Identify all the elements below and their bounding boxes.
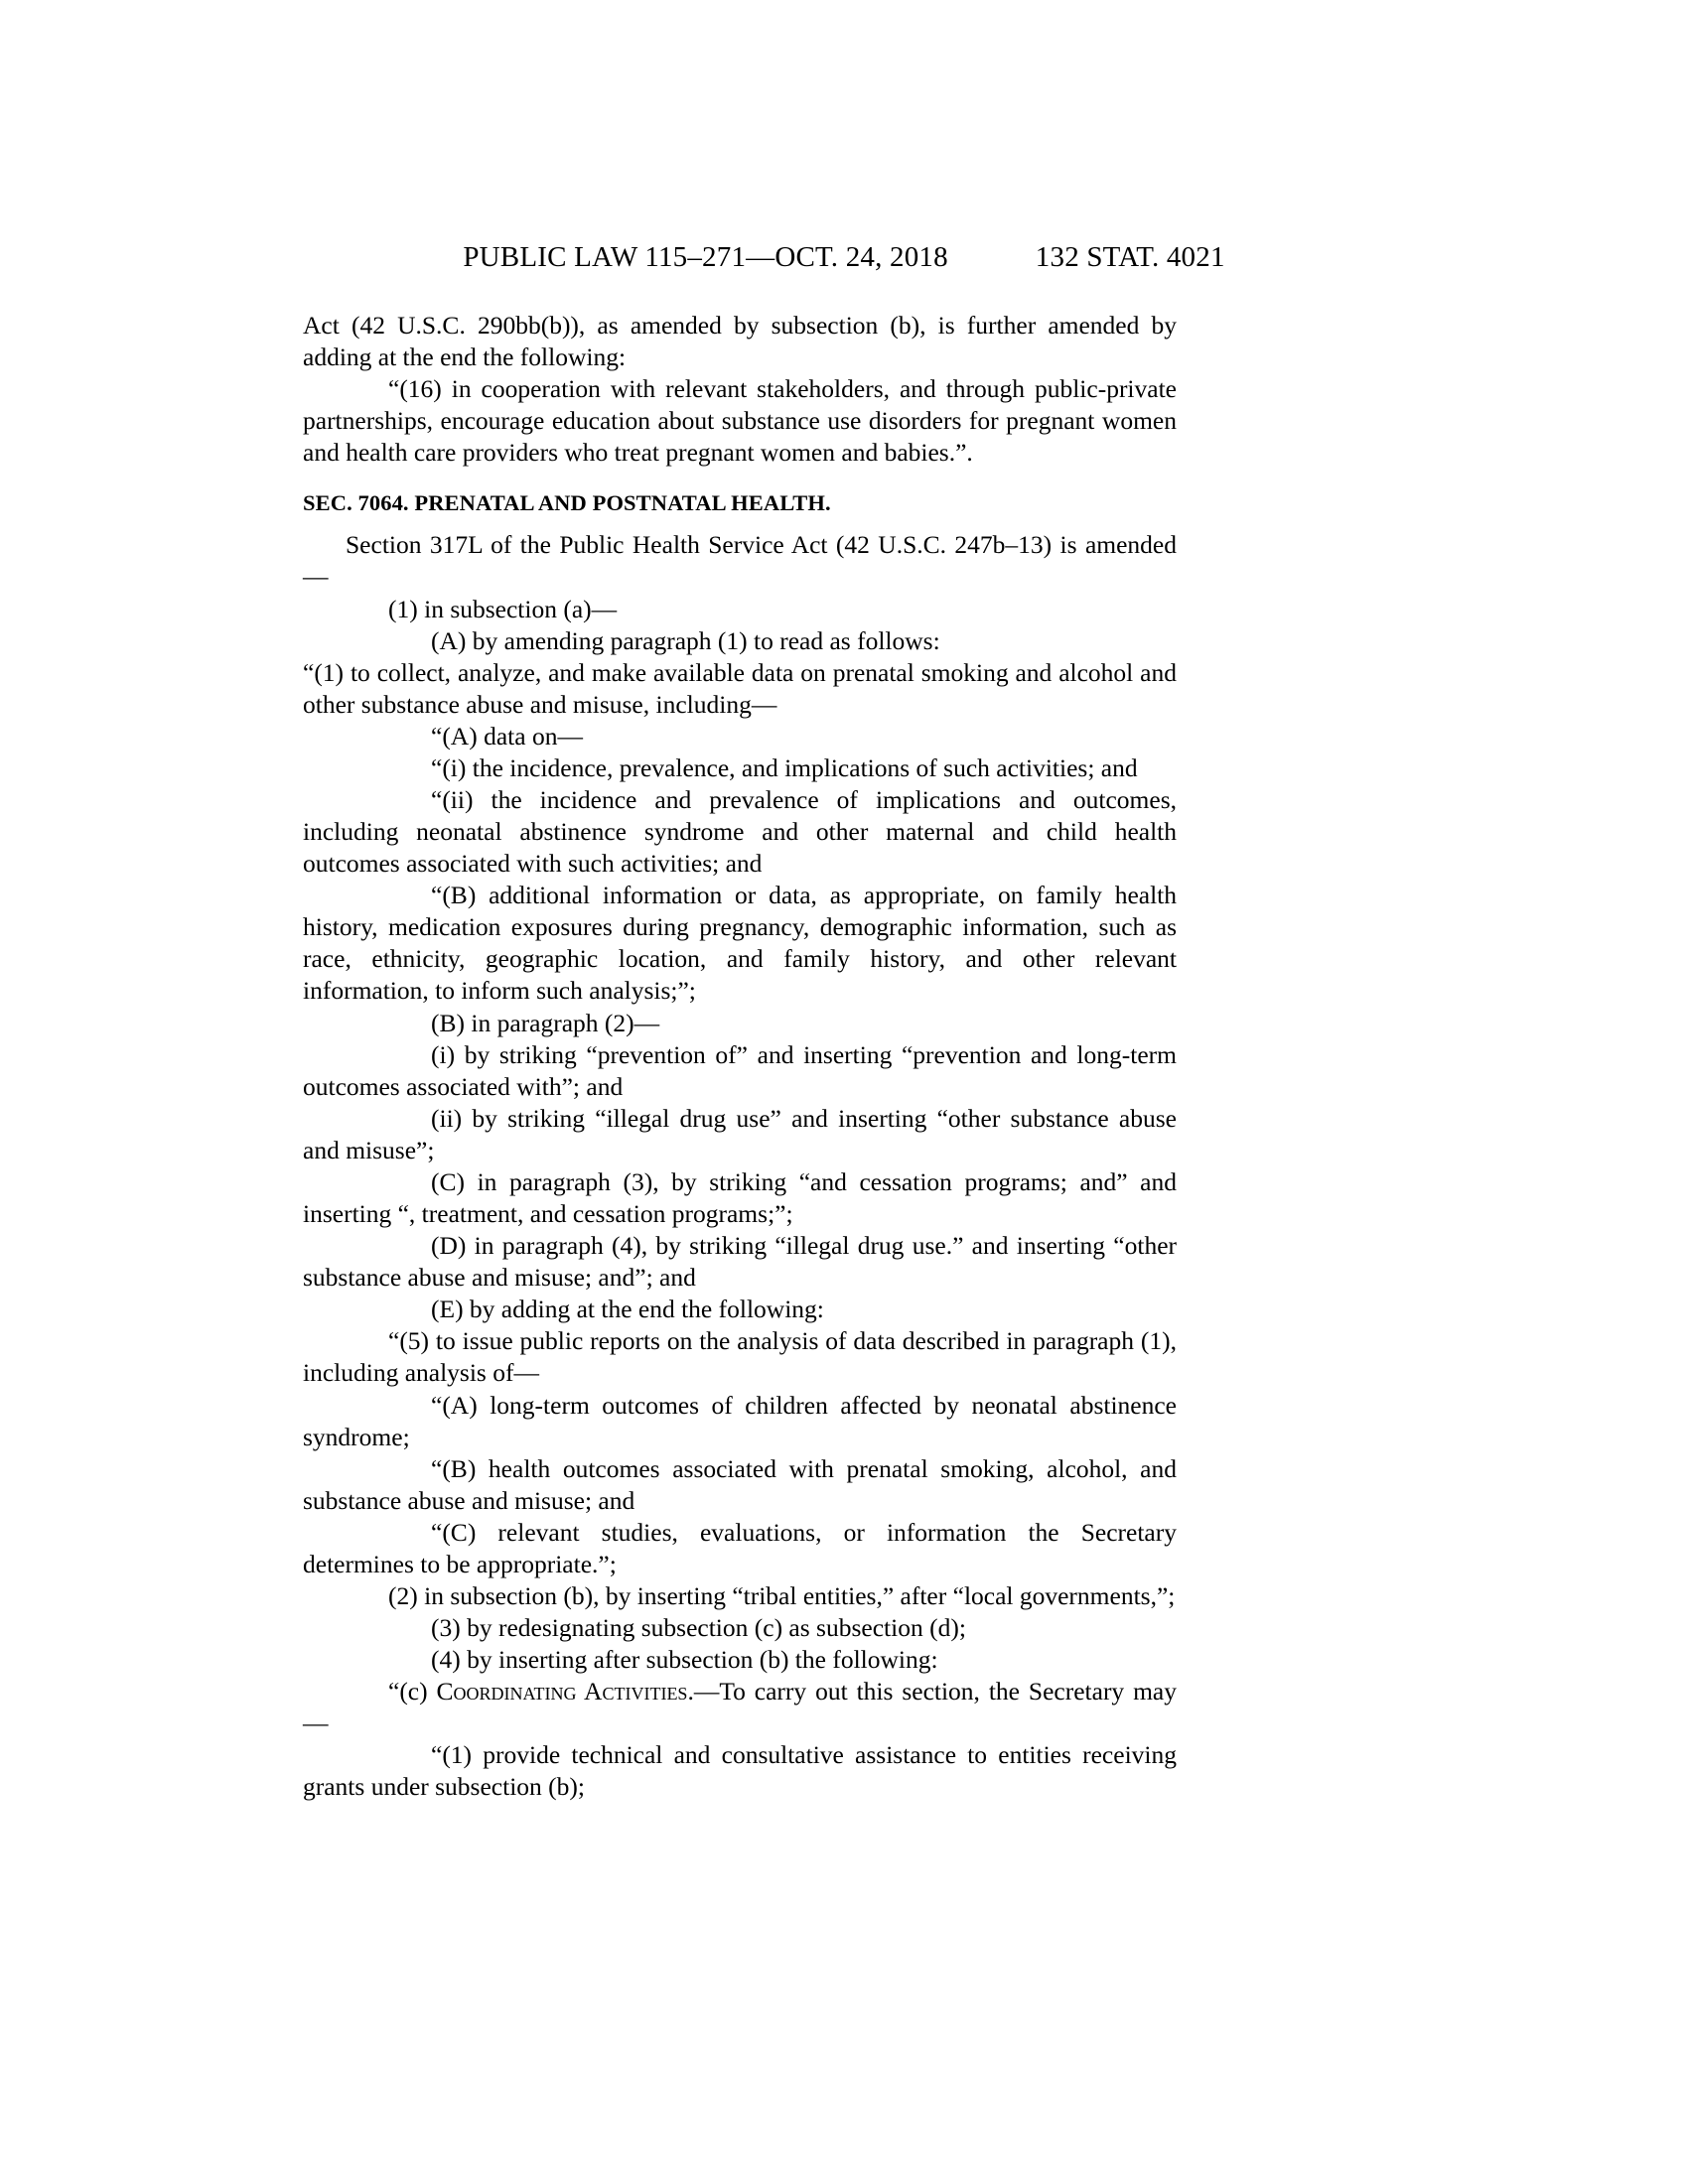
- page-header: [0, 241, 1688, 274]
- paragraph-quote-a-ii: “(ii) the incidence and prevalence of implications and outcomes, including neonatal abstinence syndrome and other maternal and child health outcomes associated with such activities; and: [303, 785, 1177, 879]
- paragraph-item-1: (1) in subsection (a)—: [388, 594, 618, 623]
- paragraph-quote-16: “(16) in cooperation with relevant stakeholders, and through public-private partnerships, encourage education about substance use disorders for pregnant women and health care providers who treat pregnant women and babies.”.: [303, 374, 1177, 468]
- subsection-c-prefix: “(c): [388, 1677, 437, 1706]
- paragraph-item-1e: (E) by adding at the end the following:: [431, 1295, 824, 1324]
- paragraph-quote-c-1: “(1) provide technical and consultative assistance to entities receiving grants under subsection (b);: [303, 1740, 1177, 1802]
- paragraph-quote-5c: “(C) relevant studies, evaluations, or information the Secretary determines to be appropriate.”;: [303, 1517, 1177, 1578]
- header-law-citation: PUBLIC LAW 115–271—OCT. 24, 2018: [463, 241, 948, 273]
- body-column: [303, 310, 1177, 1804]
- paragraph-subsection-c: [303, 1676, 1177, 1739]
- paragraph-item-4: (4) by inserting after subsection (b) the following:: [431, 1645, 938, 1675]
- paragraph-quote-b: “(B) additional information or data, as appropriate, on family health history, medication exposures during pregnancy, demographic information, such as race, ethnicity, geographic location, and family history, and other relevant information, to inform such analysis;”;: [303, 881, 1177, 1006]
- paragraph-quote-a-i: “(i) the incidence, prevalence, and implications of such activities; and: [431, 752, 1138, 782]
- paragraph-section-317l: Section 317L of the Public Health Service Act (42 U.S.C. 247b–13) is amended—: [303, 530, 1177, 592]
- subsection-c-title: Coordinating Activities: [436, 1677, 688, 1706]
- paragraph-item-1a: (A) by amending paragraph (1) to read as follows:: [431, 625, 940, 655]
- paragraph-item-1b: (B) in paragraph (2)—: [431, 1008, 660, 1037]
- paragraph-item-1b-ii: (ii) by striking “illegal drug use” and inserting “other substance abuse and misuse”;: [303, 1103, 1177, 1164]
- paragraph-intro: Act (42 U.S.C. 290bb(b)), as amended by subsection (b), is further amended by adding at the end the following:: [303, 311, 1177, 372]
- paragraph-quote-5a: “(A) long-term outcomes of children affected by neonatal abstinence syndrome;: [303, 1390, 1177, 1451]
- paragraph-quote-a: “(A) data on—: [431, 721, 583, 751]
- paragraph-item-3: (3) by redesignating subsection (c) as subsection (d);: [431, 1613, 966, 1643]
- section-heading-7064: SEC. 7064. PRENATAL AND POSTNATAL HEALTH.: [303, 490, 831, 516]
- subsection-c-rest: .—To carry out this section, the Secretary may—: [303, 1677, 1177, 1738]
- paragraph-quote-5b: “(B) health outcomes associated with prenatal smoking, alcohol, and substance abuse and misuse; and: [303, 1453, 1177, 1515]
- paragraph-item-1b-i: (i) by striking “prevention of” and inserting “prevention and long-term outcomes associated with”; and: [303, 1039, 1177, 1101]
- paragraph-item-1c: (C) in paragraph (3), by striking “and cessation programs; and” and inserting “, treatment, and cessation programs;”;: [303, 1166, 1177, 1229]
- paragraph-quote-5: “(5) to issue public reports on the analysis of data described in paragraph (1), including analysis of—: [303, 1326, 1177, 1388]
- paragraph-quote-1: “(1) to collect, analyze, and make available data on prenatal smoking and alcohol and other substance abuse and misuse, including—: [303, 657, 1177, 719]
- paragraph-item-2: (2) in subsection (b), by inserting “tribal entities,” after “local governments,”;: [388, 1580, 1176, 1610]
- paragraph-item-1d: (D) in paragraph (4), by striking “illegal drug use.” and inserting “other substance abuse and misuse; and”; and: [303, 1231, 1177, 1293]
- header-stat-citation: 132 STAT. 4021: [1035, 241, 1225, 273]
